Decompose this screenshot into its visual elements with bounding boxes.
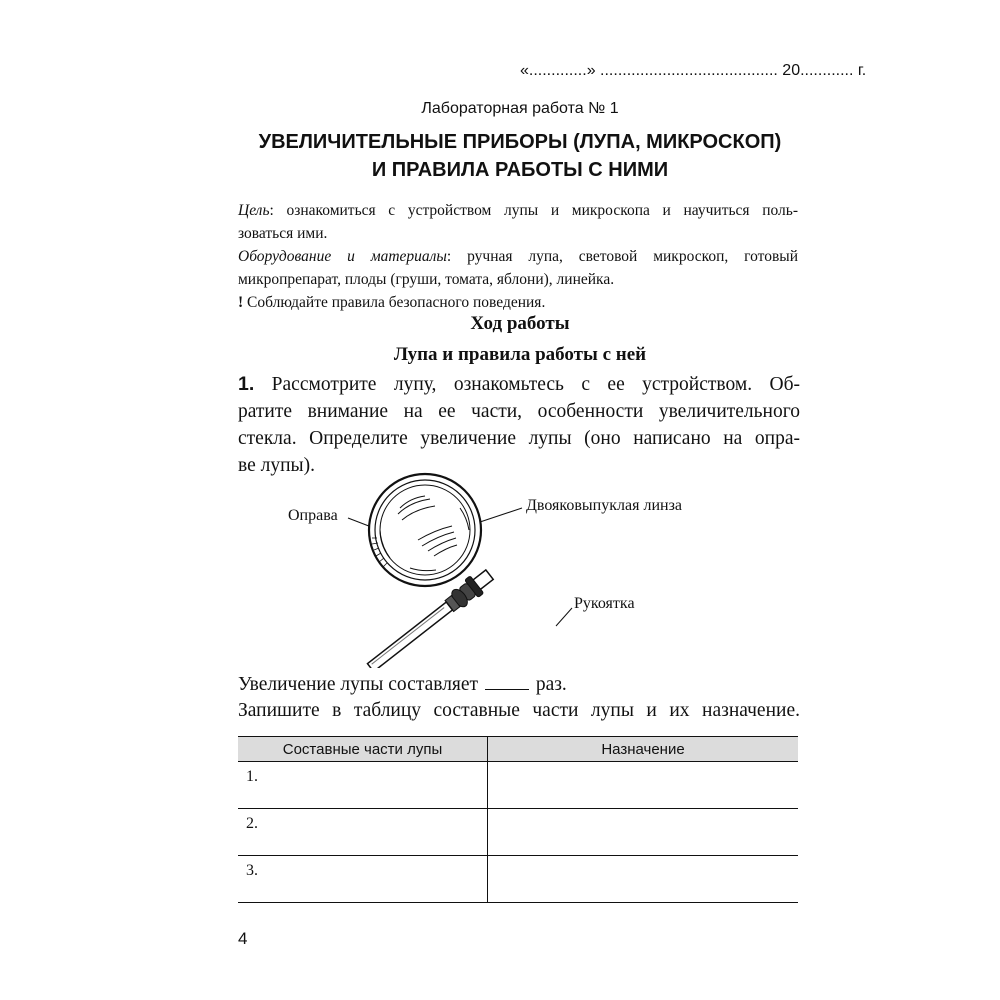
header-parts: Составные части лупы: [238, 737, 488, 762]
table-row: [238, 809, 798, 856]
page-number: 4: [238, 929, 248, 948]
magnification-line: [238, 673, 567, 696]
table-row: [238, 856, 798, 903]
row-part-cell[interactable]: 1.: [238, 762, 488, 809]
intro-block: [238, 199, 798, 314]
label-frame: Оправа: [288, 507, 338, 524]
label-lens: Двояковыпуклая линза: [526, 497, 682, 514]
task-1: [238, 371, 800, 479]
task-1-line-3: стекла. Определите увеличение лупы (оно написано на опра-: [238, 428, 800, 449]
task-1-line-4: ве лупы).: [238, 455, 316, 476]
heading-loupe: Лупа и правила работы с ней: [393, 344, 647, 365]
title-line-1: УВЕЛИЧИТЕЛЬНЫЕ ПРИБОРЫ (ЛУПА, МИКРОСКОП): [258, 131, 782, 153]
header-purpose: Назначение: [488, 737, 799, 762]
row-part-cell[interactable]: 3.: [238, 856, 488, 903]
table-row: [238, 762, 798, 809]
magnifier-lens: [380, 485, 470, 575]
row-purpose-cell[interactable]: [488, 809, 799, 856]
table-header-row: [238, 737, 798, 762]
row-part-cell[interactable]: 2.: [238, 809, 488, 856]
task-1-number: 1.: [238, 373, 255, 395]
warning-line: [238, 291, 798, 314]
magnification-blank[interactable]: [485, 673, 529, 690]
equipment-line-1: [238, 245, 798, 268]
page-title: [230, 128, 810, 184]
goal-line-2: зоваться ими.: [238, 225, 328, 242]
equipment-text: : ручная лупа, световой микроскоп, готовый: [446, 248, 799, 265]
task-1-line-1: [238, 371, 800, 398]
heading-course: Ход работы: [470, 313, 570, 334]
table-instruction: Запишите в таблицу составные части лупы и их назначение.: [238, 700, 800, 721]
date-line: «.............» ........................................ 20............ г.: [520, 62, 867, 79]
magnifier-figure: [260, 468, 800, 668]
row-purpose-cell[interactable]: [488, 762, 799, 809]
parts-table: [238, 736, 798, 903]
task-1-line-2: ратите внимание на ее части, особенности увеличительного: [238, 401, 800, 422]
magnification-unit: раз.: [530, 674, 567, 695]
goal-text: : ознакомиться с устройством лупы и микроскопа и научиться поль-: [269, 202, 798, 219]
equipment-line-2: микропрепарат, плоды (груши, томата, яблони), линейка.: [238, 271, 615, 288]
goal-line-1: [238, 199, 798, 222]
magnification-text: Увеличение лупы составляет: [238, 674, 483, 695]
label-handle: Рукоятка: [574, 595, 635, 612]
warning-mark: !: [238, 294, 244, 311]
handle-leader-line: [556, 608, 572, 626]
goal-label: Цель: [238, 202, 270, 219]
warning-text: Соблюдайте правила безопасного поведения.: [243, 294, 546, 311]
row-purpose-cell[interactable]: [488, 856, 799, 903]
equipment-label: Оборудование и материалы: [238, 248, 447, 265]
title-line-2: И ПРАВИЛА РАБОТЫ С НИМИ: [371, 159, 669, 181]
task-1-text-1: Рассмотрите лупу, ознакомьтесь с ее устройством. Об-: [254, 374, 800, 395]
lab-number: Лабораторная работа № 1: [421, 100, 619, 117]
